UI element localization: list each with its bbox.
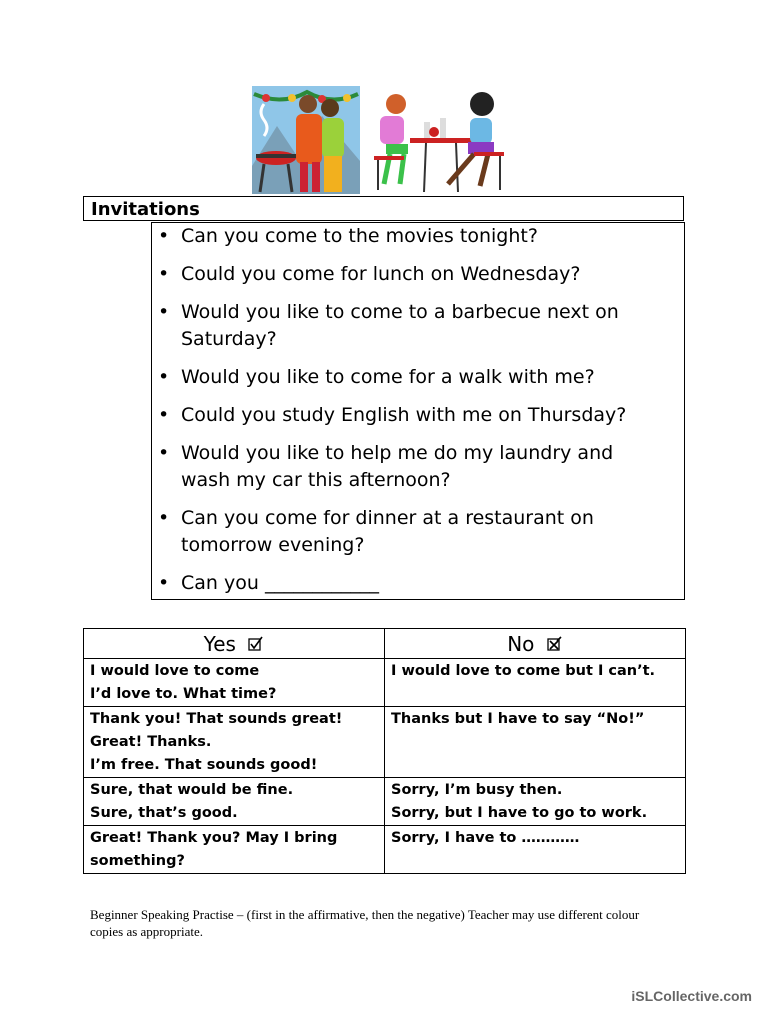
table-row xyxy=(84,826,686,874)
checkbox-check-icon xyxy=(248,636,264,652)
no-response-cell xyxy=(385,659,686,707)
invitation-item xyxy=(158,364,668,391)
no-response-line: Sorry, I have to ………… xyxy=(391,830,580,846)
invitation-item xyxy=(158,261,668,288)
yes-response-cell xyxy=(84,707,385,778)
bullet-icon: • xyxy=(158,366,170,388)
yes-response-cell xyxy=(84,826,385,874)
yes-response-cell xyxy=(84,659,385,707)
responses-table xyxy=(83,628,686,874)
bullet-icon: • xyxy=(158,507,170,529)
brand-watermark: iSLCollective.com xyxy=(631,988,752,1004)
table-row xyxy=(84,778,686,826)
bullet-icon: • xyxy=(158,301,170,323)
yes-response-line: Great! Thanks. xyxy=(90,734,212,750)
yes-response-line: Sure, that would be fine. xyxy=(90,782,294,798)
footer-note: Beginner Speaking Practise – (first in the affirmative, then the negative) Teacher may use different colour copies as appropriate. xyxy=(90,907,640,939)
invitation-text: Would you like to come for a walk with me? xyxy=(181,366,595,388)
invitation-text: Could you come for lunch on Wednesday? xyxy=(181,263,581,285)
yes-response-line: Thank you! That sounds great! xyxy=(90,711,343,727)
invitation-item xyxy=(158,440,668,494)
invitation-text: Could you study English with me on Thursday? xyxy=(181,404,627,426)
yes-response-line: something? xyxy=(90,853,185,869)
table-row xyxy=(84,707,686,778)
no-response-cell xyxy=(385,778,686,826)
invitation-text: Would you like to come to a barbecue next on Saturday? xyxy=(181,301,619,350)
invitation-item xyxy=(158,402,668,429)
yes-header xyxy=(84,629,385,659)
invitation-text: Can you ____________ xyxy=(181,572,379,594)
no-response-line: Sorry, but I have to go to work. xyxy=(391,805,648,821)
bullet-icon: • xyxy=(158,225,170,247)
bullet-icon: • xyxy=(158,404,170,426)
invitation-text: Would you like to help me do my laundry and wash my car this afternoon? xyxy=(181,442,614,491)
invitation-item xyxy=(158,570,668,597)
no-response-line: Thanks but I have to say “No!” xyxy=(391,711,645,727)
yes-response-line: I would love to come xyxy=(90,663,260,679)
no-response-cell xyxy=(385,826,686,874)
responses-body xyxy=(84,659,686,874)
barbecue-clipart xyxy=(252,86,360,194)
no-header xyxy=(385,629,686,659)
invitations-box xyxy=(151,222,685,600)
cafe-clipart xyxy=(370,88,508,194)
checkbox-cross-icon xyxy=(547,636,563,652)
invitation-item xyxy=(158,299,668,353)
bullet-icon: • xyxy=(158,572,170,594)
table-row xyxy=(84,659,686,707)
yes-response-cell xyxy=(84,778,385,826)
yes-response-line: Great! Thank you? May I bring xyxy=(90,830,338,846)
no-response-line: I would love to come but I can’t. xyxy=(391,663,656,679)
no-header-label: No xyxy=(507,631,535,656)
invitation-item xyxy=(158,223,668,250)
invitation-text: Can you come for dinner at a restaurant on tomorrow evening? xyxy=(181,507,594,556)
invitations-title: Invitations xyxy=(83,196,684,221)
invitation-text: Can you come to the movies tonight? xyxy=(181,225,538,247)
yes-header-label: Yes xyxy=(203,631,236,656)
yes-response-line: I’m free. That sounds good! xyxy=(90,757,318,773)
bullet-icon: • xyxy=(158,442,170,464)
no-response-cell xyxy=(385,707,686,778)
bullet-icon: • xyxy=(158,263,170,285)
invitation-item xyxy=(158,505,668,559)
no-response-line: Sorry, I’m busy then. xyxy=(391,782,563,798)
yes-response-line: I’d love to. What time? xyxy=(90,686,277,702)
yes-response-line: Sure, that’s good. xyxy=(90,805,238,821)
